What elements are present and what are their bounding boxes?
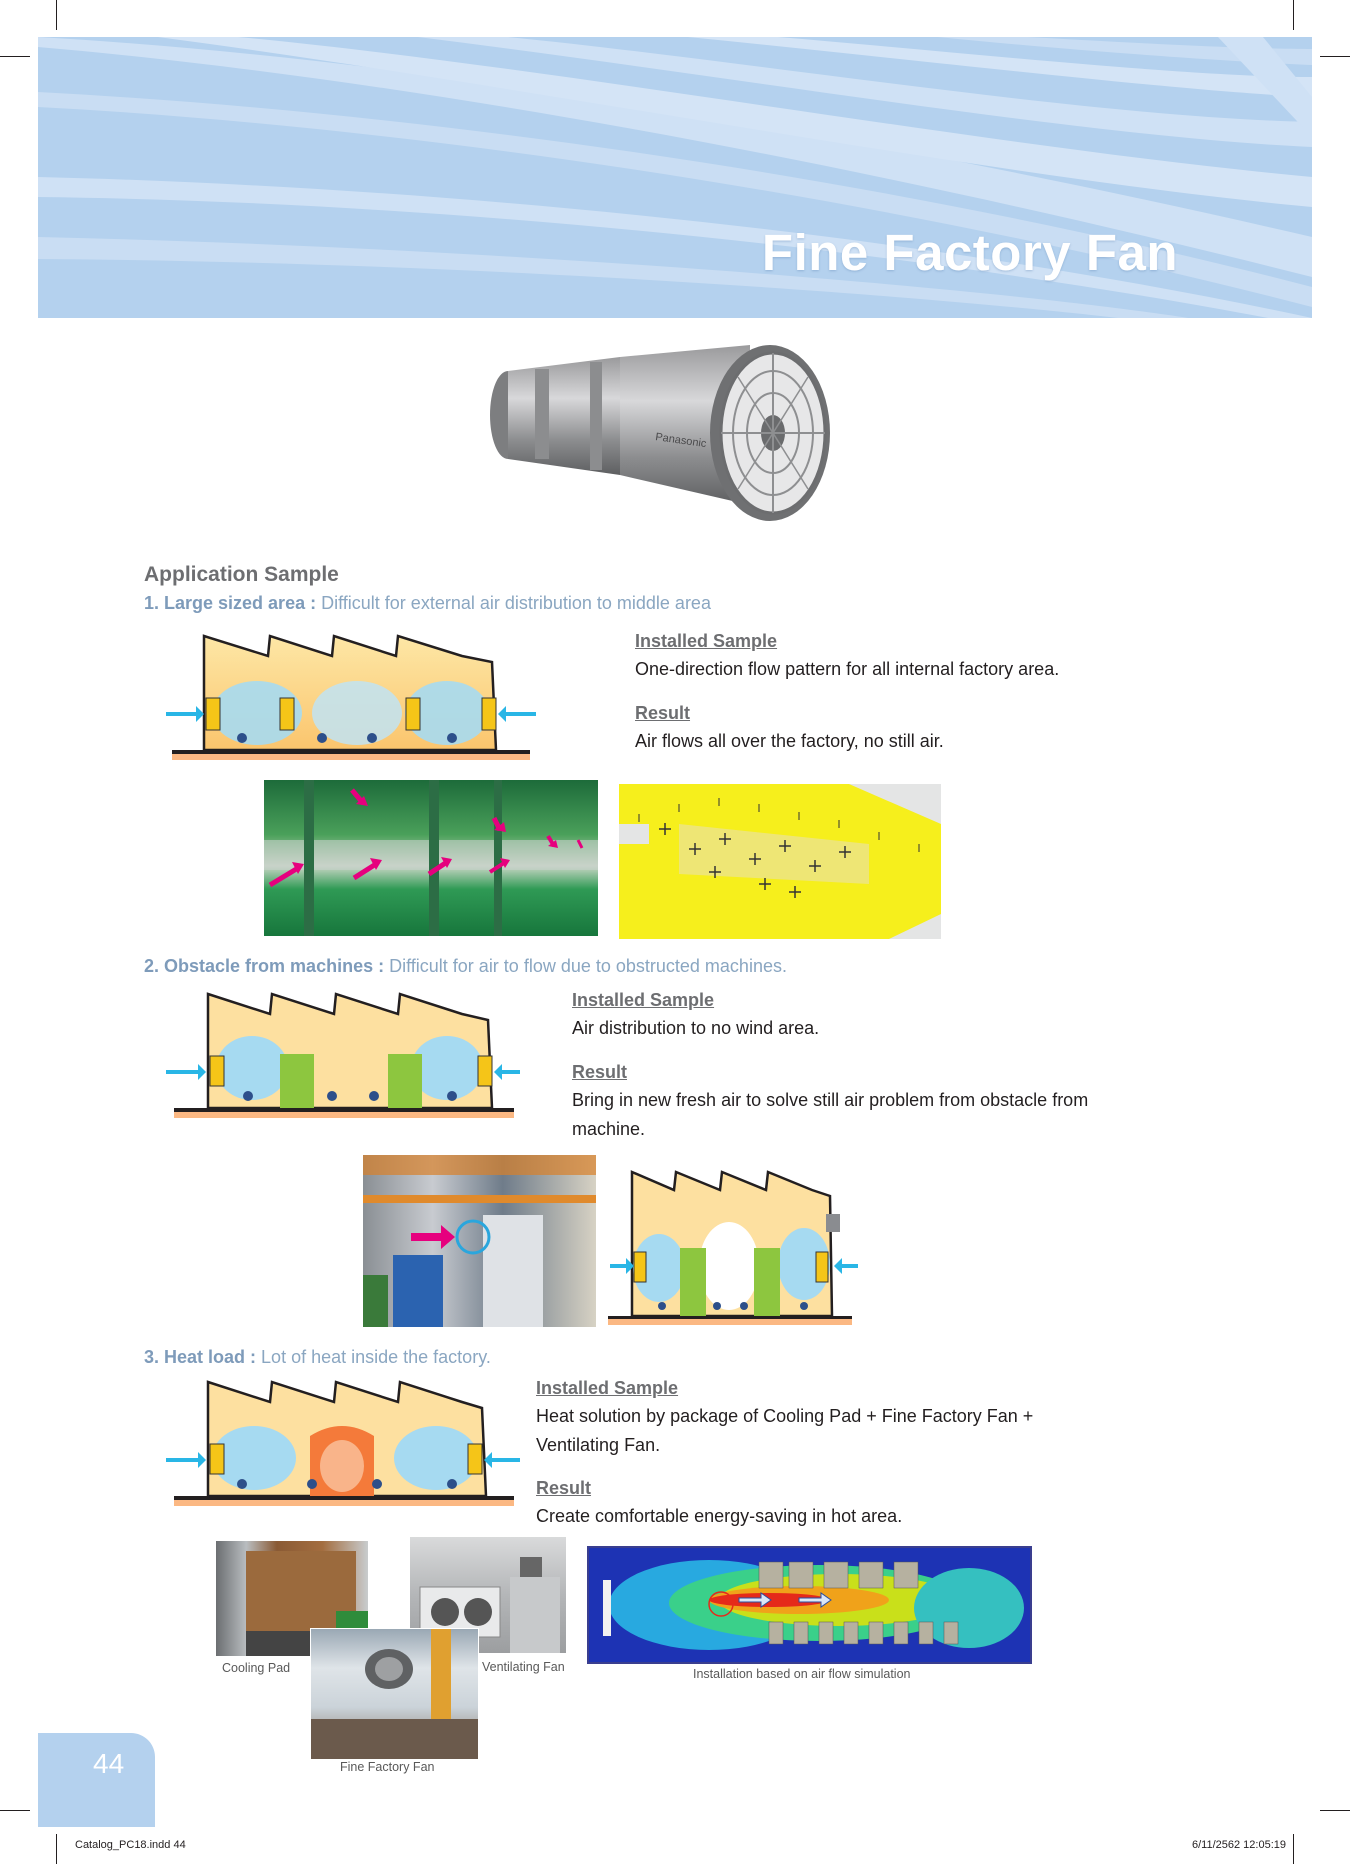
case-2-solution-diagram — [604, 1168, 860, 1326]
case-1-factory-photo — [264, 780, 598, 936]
case-1-simulation-image — [619, 784, 941, 939]
crop-mark — [1320, 56, 1350, 57]
case-2-desc: Difficult for air to flow due to obstructed machines. — [389, 956, 787, 976]
page-number: 44 — [93, 1748, 125, 1779]
case-2-installed-label: Installed Sample — [572, 990, 715, 1010]
case-3-result-label: Result — [536, 1478, 592, 1498]
fine-factory-fan-product-image — [480, 345, 860, 540]
crop-mark — [1293, 0, 1294, 30]
case-1-result-label: Result — [635, 703, 691, 723]
page-title: Fine Factory Fan — [761, 224, 1178, 281]
case-3-result-text: Create comfortable energy-saving in hot area. — [536, 1506, 903, 1526]
cooling-pad-caption: Cooling Pad — [222, 1661, 291, 1675]
simulation-heatmap — [589, 1548, 1030, 1662]
case-3-factory-diagram — [162, 1376, 524, 1510]
case-3-installed-label: Installed Sample — [536, 1378, 679, 1398]
crop-mark — [0, 56, 30, 57]
case-3-installed-text: Heat solution by package of Cooling Pad + Fine Factory Fan + Ventilating Fan. — [536, 1406, 1034, 1455]
case-3-desc: Lot of heat inside the factory. — [261, 1347, 491, 1367]
case-1-factory-diagram — [162, 628, 540, 766]
crop-mark — [0, 1810, 30, 1811]
svg-text:Panasonic: Panasonic — [654, 431, 708, 451]
fine-factory-fan-photo — [310, 1628, 479, 1760]
case-1-result-text: Air flows all over the factory, no still air. — [635, 731, 944, 751]
application-heading: Application Sample — [144, 563, 339, 586]
case-1-title: 1. Large sized area : — [144, 593, 317, 613]
case-3-subtitle — [144, 1347, 491, 1368]
header-banner — [38, 37, 1312, 318]
crop-mark — [1293, 1834, 1294, 1864]
case-2-machine-photo — [363, 1155, 596, 1327]
crop-mark — [56, 0, 57, 30]
fine-factory-fan-caption: Fine Factory Fan — [340, 1760, 435, 1774]
airflow-arrows-overlay — [264, 780, 598, 936]
machine-photo-overlay — [363, 1155, 596, 1327]
case-2-result-text: Bring in new fresh air to solve still air problem from obstacle from machine. — [572, 1090, 1089, 1139]
case-1-desc: Difficult for external air distribution to middle area — [321, 593, 711, 613]
case-1-installed-text: One-direction flow pattern for all internal factory area. — [635, 659, 1060, 679]
case-2-title: 2. Obstacle from machines : — [144, 956, 385, 976]
case-2-result-label: Result — [572, 1062, 628, 1082]
case-1-installed-label: Installed Sample — [635, 631, 778, 651]
ventilating-fan-caption: Ventilating Fan — [482, 1660, 565, 1674]
fine-factory-fan-detail — [311, 1629, 478, 1759]
factory-floor-plan — [619, 784, 941, 939]
case-3-title: 3. Heat load : — [144, 1347, 257, 1367]
crop-mark — [1320, 1810, 1350, 1811]
case-2-installed-text: Air distribution to no wind area. — [572, 1018, 820, 1038]
case-2-subtitle — [144, 956, 787, 977]
simulation-caption: Installation based on air flow simulation — [693, 1667, 911, 1681]
file-slug: Catalog_PC18.indd 44 — [75, 1839, 186, 1851]
print-timestamp: 6/11/2562 12:05:19 — [1192, 1839, 1286, 1851]
airflow-simulation-image — [587, 1546, 1032, 1664]
crop-mark — [56, 1834, 57, 1864]
case-2-factory-diagram — [162, 988, 524, 1120]
case-1-subtitle — [144, 593, 711, 614]
